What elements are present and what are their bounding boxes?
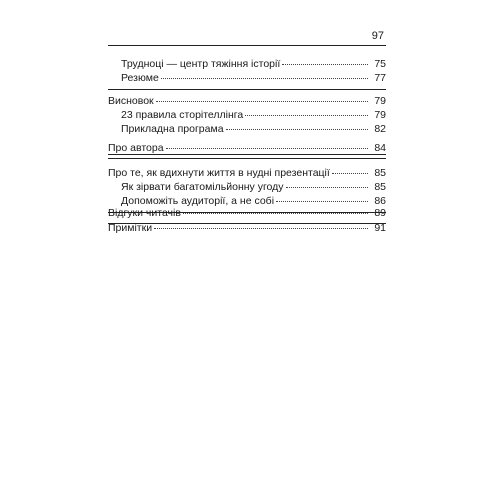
toc-leader-dots (245, 115, 368, 116)
toc-entry-title: Висновок (108, 95, 154, 107)
toc-entry-title: Трудноці — центр тяжіння історії (121, 58, 281, 70)
toc-entry-page: 86 (374, 195, 386, 207)
toc-entry-title: Про те, як вдихнути життя в нудні презентації (108, 167, 330, 179)
toc-leader-dots (332, 173, 368, 174)
toc-entry-title: Про автора (108, 142, 164, 154)
toc-entry (108, 94, 386, 108)
toc-entry-page: 77 (374, 72, 386, 84)
toc-entry (121, 180, 386, 194)
toc-leader-dots (286, 187, 368, 188)
toc-entry-page: 91 (374, 222, 386, 234)
toc-entry-title: Відгуки читачів (108, 207, 181, 219)
toc-entry (121, 71, 386, 85)
toc-leader-dots (276, 201, 368, 202)
toc-leader-dots (226, 129, 368, 130)
toc-entry-page: 75 (374, 58, 386, 70)
toc-entry-title: 23 правила сторітеллінга (121, 109, 244, 121)
toc-entry-page: 82 (374, 123, 386, 135)
toc-leader-dots (282, 64, 368, 65)
toc-entry-page: 84 (374, 142, 386, 154)
toc-entry-page: 85 (374, 181, 386, 193)
toc-entry (108, 206, 386, 220)
toc-entry-title: Прикладна програма (121, 123, 224, 135)
page-number: 97 (371, 30, 384, 42)
toc-leader-dots (161, 78, 368, 79)
toc-entry (108, 141, 386, 155)
toc-entry-title: Як зірвати багатомільйонну угоду (121, 181, 284, 193)
section-divider (108, 89, 386, 90)
toc-entry (121, 108, 386, 122)
toc-leader-dots (166, 148, 368, 149)
toc-entry (121, 122, 386, 136)
toc-entry (108, 221, 386, 235)
toc-entry-title: Примітки (108, 222, 153, 234)
toc-entry-title: Резюме (121, 72, 159, 84)
toc-entry-page: 79 (374, 95, 386, 107)
toc-leader-dots (156, 101, 368, 102)
toc-leader-dots (183, 213, 368, 214)
toc-entry-title: Допоможіть аудиторії, а не собі (121, 195, 275, 207)
toc-entry-page: 79 (374, 109, 386, 121)
toc-entry (108, 166, 386, 180)
toc-entry (121, 57, 386, 71)
toc-leader-dots (154, 228, 368, 229)
toc-entry-page: 89 (374, 207, 386, 219)
header-rule (108, 45, 386, 46)
section-divider (108, 158, 386, 159)
toc-entry-page: 85 (374, 167, 386, 179)
